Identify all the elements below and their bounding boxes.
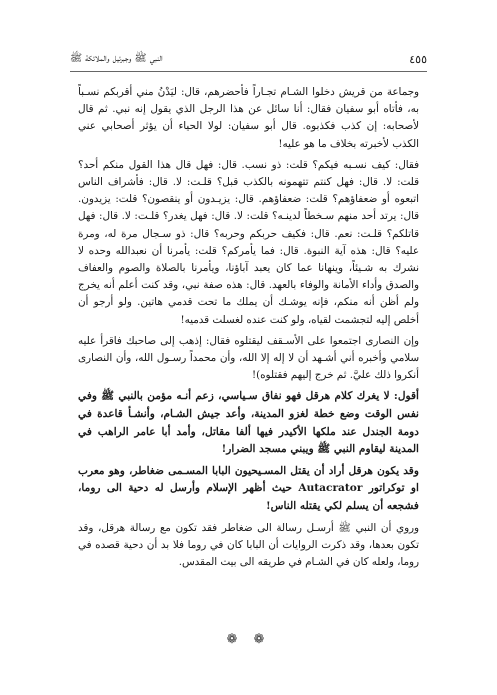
paragraph-bold: أقول: لا يغرك كلام هرقل فهو نفاق سـياسي، زعم أنـه مؤمن بالنبي ﷺ وفي نفس الوقت وضع خطة لغزو المدينة، وأعد جيش الشـام، وأنشـأ قاعدة في دومة الجندل عند ملكها الأكيدر فيها ألفا مقاتل، وأمد أبا عامر الراهب في المدينة ليقاوم النبي ﷺ ويبني مسجد الضرار! bbox=[78, 390, 419, 456]
header-rule bbox=[70, 71, 427, 72]
paragraph: فقال: كيف نسـبه فيكم؟ قلت: ذو نسب. قال: فهل قال هذا القول منكم أحد؟ قلت: لا. قال: فهل كنتم تتهمونه بالكذب قبل؟ قلـت: لا. قال: فأشراف الناس اتبعوه أو ضعفاؤهم؟ قلت: ضعفاؤهم. قال: يزيـدون أو ينقصون؟ قلت: يزيدون. قال: يرتد أحد منهم سـخطاً لدينـه؟ قلت: لا. قال: فهل يغدر؟ قلـت: لا. قال: فهل قاتلكم؟ قلـت: نعم. قال: فكيف حربكم وحربه؟ قال: ذو سـجال مرة له، ومرة عليه؟ قال: هذه آية النبوة. قال: فما يأمركم؟ قلت: يأمرنا أن نعبدالله وحده لا نشرك به شـيئاً، وينهانا عما كان يعبد آباؤنا، ويأمرنا بالصلاة والصوم والعفاف والصدق وأداء الأمانة والوفاء بالعهد. قال: هذه صفة نبي، وقد كنت أعلم أنه يخرج ولم أظن أنه منكم، فإنه يوشـك أن يملك ما تحت قدمي هاتين. ولو أرجو أن أخلص إليه لتجشمت لقياه، ولو كنت عنده لغسلت قدميه! bbox=[78, 158, 419, 326]
paragraph: وروي أن النبي ﷺ أرسـل رسالة الى ضغاطر فقد تكون مع رسالة هرقل، وقد تكون بعدها، وقد ذكرت الروايات أن البابا كان في روما فلا بد أن دحية قصده في روما، ولعله كان في الشـام في طريقه الى بيت المقدس. bbox=[78, 521, 419, 569]
page-header bbox=[70, 50, 427, 68]
section-end-ornament: ❁ ❁ bbox=[226, 632, 271, 647]
paragraph: وجماعة من قريش دخلوا الشـام تجـاراً فأحضرهم، قال: ليَدْنُ مني أقربكم نسـباً به، فأتاه أبو سفيان فقال: أنا سائل عن هذا الرجل الذي يقول إنه نبي. ثم قال لأصحابه: إن كذب فكذبوه. قال أبو سفيان: لولا الحياء أن يؤثر أصحابي عني الكذب لأخبرته بخلاف ما هو عليه! bbox=[78, 86, 419, 150]
paragraph: وإن النصارى اجتمعوا على الأسـقف ليقتلوه فقال: إذهب إلى صاحبك فاقرأ عليه سلامي وأخبره أني أشـهد أن لا إله إلا الله، وأن محمداً رسـول الله، وأن النصارى أنكروا ذلك عليَّ. ثم خرج إليهم فقتلوه)! bbox=[78, 334, 419, 382]
page-body bbox=[78, 84, 419, 575]
running-title: النبي ﷺ وجبرئيل والملائكة ﷺ bbox=[70, 53, 163, 64]
page-number: ٤٥٥ bbox=[409, 52, 427, 66]
paragraph-bold: وقد يكون هرقل أراد أن يقتل المسـيحيون البابا المسـمى ضغاطر، وهو معرب او توكراتور Autacrator حيث أظهر الإسلام وأرسل له دحية الى روما، فشجعه أن يسلم لكي يقتله الناس! bbox=[78, 464, 419, 513]
